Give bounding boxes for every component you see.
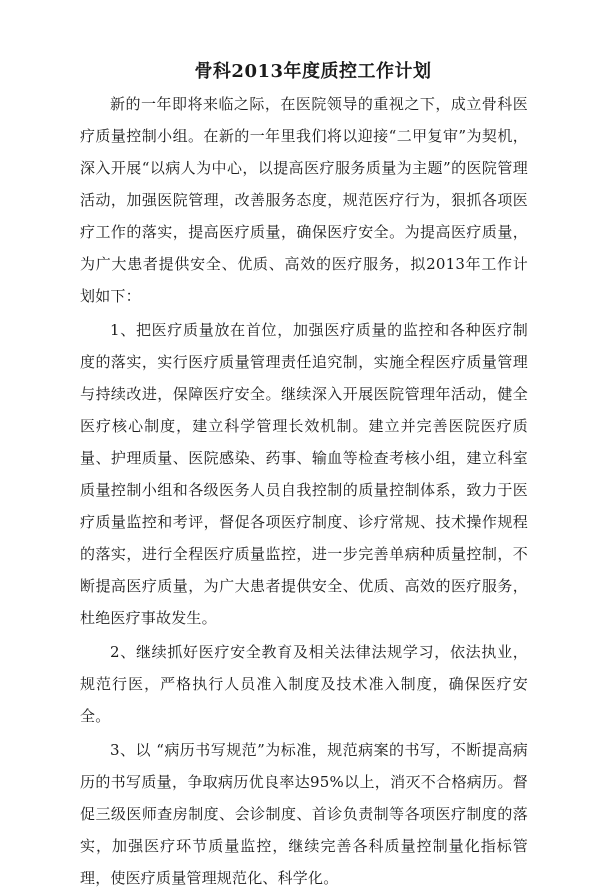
item-3-paragraph: 3、以 “病历书写规范”为标准，规范病案的书写，不断提高病历的书写质量，争取病历优良率达95%以上，消灭不合格病历。督促三级医师查房制度、会诊制度、首诊负责制等各项医疗制度的落实，加强医疗环节质量监控，继续完善各科质量控制量化指标管理，使医疗质量管理规范化、科学化。: [80, 741, 528, 887]
item-1-paragraph: 1、把医疗质量放在首位，加强医疗质量的监控和各种医疗制度的落实，实行医疗质量管理责任追究制，实施全程医疗质量管理与持续改进，保障医疗安全。继续深入开展医院管理年活动，健全医疗核心制度，建立科学管理长效机制。建立并完善医院医疗质量、护理质量、医院感染、药事、输血等检查考核小组，建立科室质量控制小组和各级医务人员自我控制的质量控制体系，致力于医疗质量监控和考评，督促各项医疗制度、诊疗常规、技术操作规程的落实，进行全程医疗质量监控，进一步完善单病种质量控制，不断提高医疗质量，为广大患者提供安全、优质、高效的医疗服务，杜绝医疗事故发生。: [80, 321, 528, 627]
document-title: 骨科2013年度质控工作计划: [194, 61, 432, 82]
document-page: [80, 58, 528, 894]
intro-paragraph: 新的一年即将来临之际，在医院领导的重视之下，成立骨科医疗质量控制小组。在新的一年里我们将以迎接“二甲复审”为契机，深入开展“以病人为中心，以提高医疗服务质量为主题”的医院管理活动，加强医院管理，改善服务态度，规范医疗行为，狠抓各项医疗工作的落实，提高医疗质量，确保医疗安全。为提高医疗质量，为广大患者提供安全、优质、高效的医疗服务，拟2013年工作计划如下：: [80, 95, 528, 305]
item-2-paragraph: 2、继续抓好医疗安全教育及相关法律法规学习，依法执业，规范行医，严格执行人员准入制度及技术准入制度，确保医疗安全。: [80, 643, 528, 725]
